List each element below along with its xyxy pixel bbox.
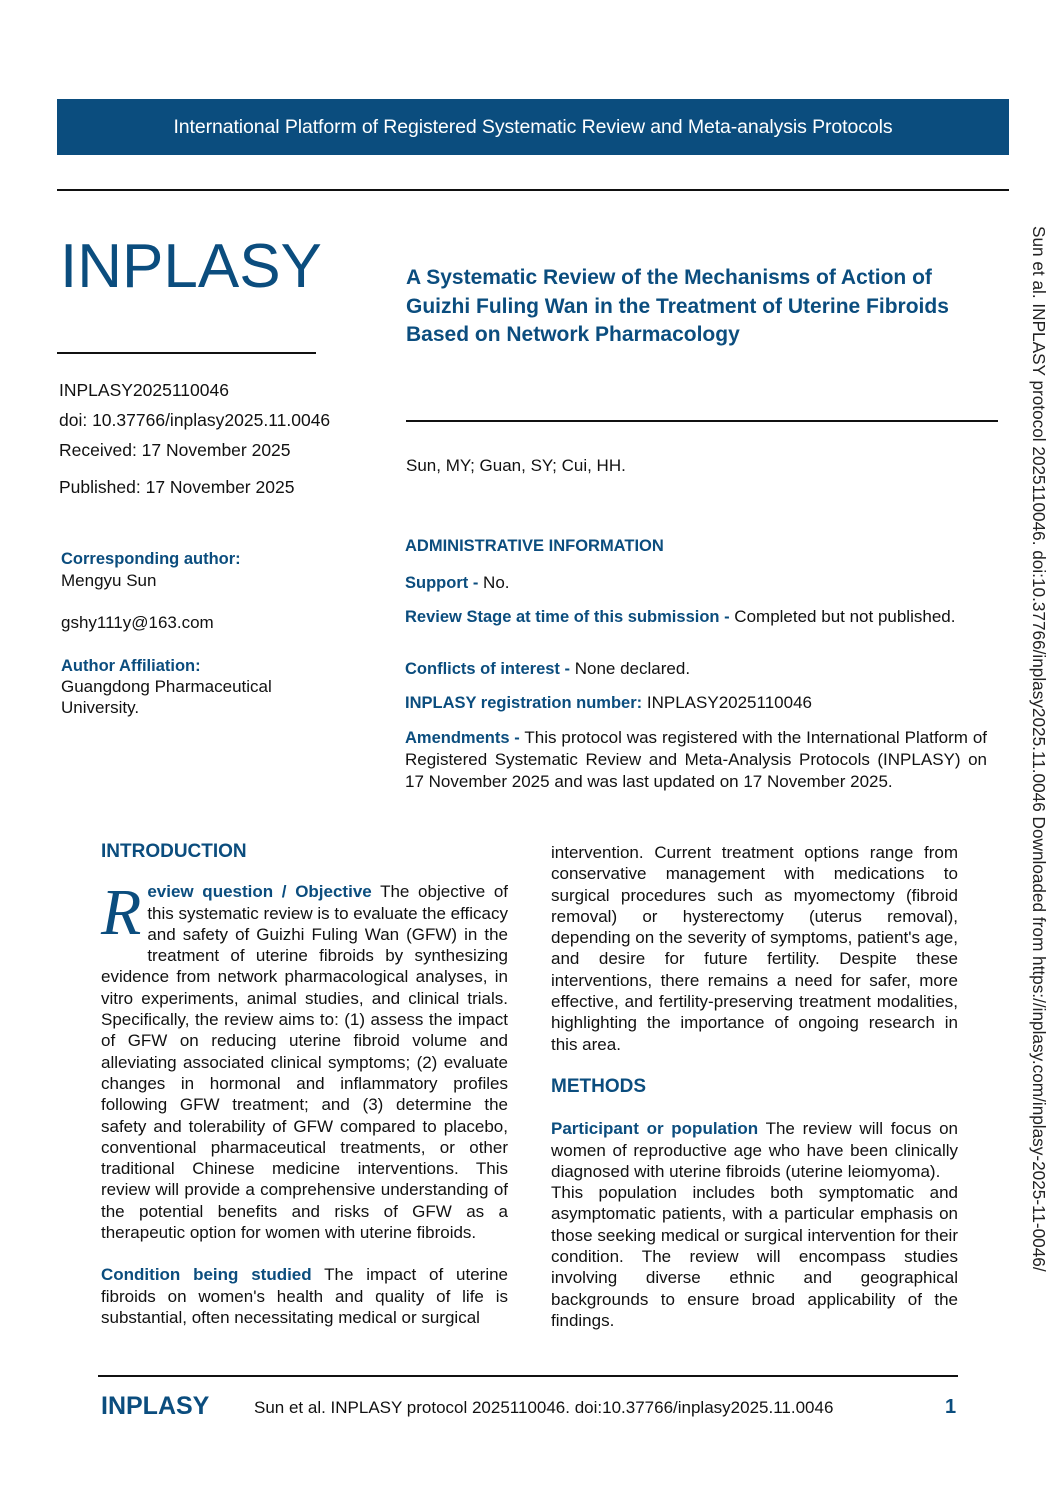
admin-registration: INPLASY registration number: INPLASY2025110046 bbox=[405, 693, 812, 712]
affiliation: Guangdong Pharmaceutical University. bbox=[61, 677, 272, 717]
corresponding-author-name: Mengyu Sun bbox=[61, 571, 157, 590]
header-divider bbox=[57, 189, 1009, 191]
admin-review-stage: Review Stage at time of this submission - Completed but not published. bbox=[405, 607, 956, 626]
affiliation-label: Author Affiliation: bbox=[61, 657, 201, 675]
logo-divider bbox=[57, 352, 316, 354]
admin-conflicts: Conflicts of interest - None declared. bbox=[405, 659, 691, 678]
column-right bbox=[551, 842, 958, 1331]
paper-title: A Systematic Review of the Mechanisms of Action of Guizhi Fuling Wan in the Treatment of Uterine Fibroids Based on Network Pharmacology bbox=[406, 266, 949, 346]
doi[interactable]: doi: 10.37766/inplasy2025.11.0046 bbox=[59, 410, 331, 430]
header-banner bbox=[57, 99, 1009, 155]
methods-heading: METHODS bbox=[551, 1075, 646, 1097]
dropcap: R bbox=[101, 876, 142, 950]
author-email[interactable]: gshy111y@163.com bbox=[61, 613, 214, 632]
review-objective-paragraph: Review question / Objective The objective of this systematic review is to evaluate the efficacy and safety of Guizhi Fuling Wan (GFW) in the treatment of uterine fibroids by synthesizing evidence from network pharmacological analyses, in vitro experiments, animal studies, and clinical trials. Specifically, the review aims to: (1) assess the impact of GFW on reducing uterine fibroid volume and alleviating associated clinical symptoms; (2) evaluate changes in hormonal and inflammatory profiles following GFW treatment; and (3) determine the safety and tolerability of GFW compared to placebo, conventional pharmaceutical treatments, or other traditional Chinese medicine interventions. This review will provide a comprehensive understanding of the potential benefits and risks of GFW as a therapeutic option for women with uterine fibroids. bbox=[101, 876, 508, 1243]
admin-support: Support - No. bbox=[405, 573, 510, 592]
condition-paragraph: Condition being studied The impact of uterine fibroids on women's health and quality of life is substantial, often necessitating medical or surgical bbox=[101, 1265, 509, 1327]
inplasy-logo: INPLASY bbox=[60, 232, 322, 301]
registration-id: INPLASY2025110046 bbox=[59, 380, 229, 400]
page-number: 1 bbox=[945, 1396, 957, 1418]
download-watermark: Sun et al. INPLASY protocol 2025110046. doi:10.37766/inplasy2025.11.0046 Downloaded from https://inplasy.com/inplasy-2025-11-0046/ bbox=[1029, 226, 1049, 1272]
title-divider bbox=[406, 420, 998, 422]
admin-heading: ADMINISTRATIVE INFORMATION bbox=[405, 537, 664, 555]
admin-amendments: Amendments - This protocol was registered with the International Platform of Registered Systematic Review and Meta-Analysis Protocols (INPLASY) on 17 November 2025 and was last updated on 17 November 2025. bbox=[405, 728, 987, 791]
footer-divider bbox=[98, 1375, 958, 1377]
corresponding-author-label: Corresponding author: bbox=[61, 550, 241, 568]
banner-text: International Platform of Registered Systematic Review and Meta-analysis Protocols bbox=[173, 115, 893, 138]
column-left bbox=[101, 841, 508, 1328]
footer-citation: Sun et al. INPLASY protocol 2025110046. doi:10.37766/inplasy2025.11.0046 bbox=[254, 1398, 834, 1417]
participant-paragraph-2: This population includes both symptomatic and asymptomatic patients, with a particular emphasis on those seeking medical or surgical intervention for their condition. The review will encompass studies involving diverse ethnic and geographical backgrounds to ensure broad applicability of the findings. bbox=[551, 1183, 958, 1330]
received-date: Received: 17 November 2025 bbox=[59, 440, 291, 460]
introduction-heading: INTRODUCTION bbox=[101, 841, 247, 862]
authors: Sun, MY; Guan, SY; Cui, HH. bbox=[406, 456, 626, 475]
footer-logo: INPLASY bbox=[101, 1392, 210, 1420]
condition-paragraph-continued: intervention. Current treatment options range from conservative management with medications to surgical procedures such as myomectomy (fibroid removal) or hysterectomy (uterus removal), depending on the severity of symptoms, patient's age, and desire for future fertility. Despite these interventions, there remains a need for safer, more effective, and fertility-preserving treatment modalities, highlighting the importance of ongoing research in this area. bbox=[551, 843, 958, 1054]
participant-paragraph: Participant or population The review will focus on women of reproductive age who have been clinically diagnosed with uterine fibroids (uterine leiomyoma). bbox=[551, 1119, 958, 1181]
published-date: Published: 17 November 2025 bbox=[59, 477, 295, 497]
